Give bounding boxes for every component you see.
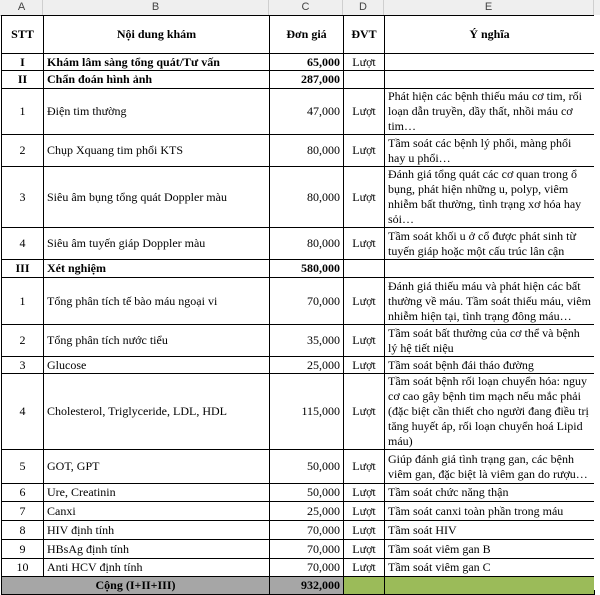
table-row <box>2 357 595 374</box>
cell-stt[interactable]: 7 <box>2 502 44 521</box>
cell-unit[interactable]: Lượt <box>344 540 385 559</box>
cell-price[interactable]: 115,000 <box>270 374 344 450</box>
cell-unit[interactable]: Lượt <box>344 325 385 357</box>
cell-content[interactable]: Tổng phân tích nước tiểu <box>44 325 270 357</box>
cell-price[interactable]: 287,000 <box>270 71 344 89</box>
cell-meaning[interactable]: Tầm soát các bệnh lý phổi, màng phổi hay u phổi… <box>385 135 595 167</box>
cell-stt[interactable]: 3 <box>2 167 44 228</box>
table-row <box>2 450 595 484</box>
price-table <box>1 15 595 595</box>
cell-meaning[interactable]: Đánh giá thiếu máu và phát hiện các bất thường về máu. Tầm soát thiếu máu, viêm nhiễm hiện tại, tình trạng đông máu… <box>385 278 595 325</box>
cell-meaning[interactable]: Tầm soát HIV <box>385 521 595 540</box>
cell-meaning[interactable]: Tầm soát viêm gan C <box>385 559 595 577</box>
cell-price[interactable]: 35,000 <box>270 325 344 357</box>
cell-stt[interactable]: 10 <box>2 559 44 577</box>
cell-content[interactable]: Glucose <box>44 357 270 374</box>
cell-content[interactable]: HIV định tính <box>44 521 270 540</box>
sheet-right-margin <box>594 15 600 590</box>
column-header-d[interactable]: D <box>343 0 384 15</box>
cell-content[interactable]: Canxi <box>44 502 270 521</box>
cell-price[interactable]: 70,000 <box>270 521 344 540</box>
cell-content[interactable]: Ure, Creatinin <box>44 484 270 502</box>
cell-stt[interactable]: 1 <box>2 89 44 135</box>
cell-content[interactable]: GOT, GPT <box>44 450 270 484</box>
table-row <box>2 135 595 167</box>
total-meaning-cell[interactable] <box>385 577 595 595</box>
cell-meaning[interactable]: Tầm soát canxi toàn phần trong máu <box>385 502 595 521</box>
table-row <box>2 54 595 71</box>
table-row <box>2 260 595 278</box>
cell-stt[interactable]: 4 <box>2 374 44 450</box>
cell-meaning[interactable] <box>385 260 595 278</box>
column-header-b[interactable]: B <box>43 0 269 15</box>
cell-meaning[interactable]: Tầm soát bất thường của cơ thể và bệnh lý hệ tiết niệu <box>385 325 595 357</box>
cell-meaning[interactable]: Tầm soát chức năng thận <box>385 484 595 502</box>
cell-content[interactable]: Điện tim thường <box>44 89 270 135</box>
cell-stt[interactable]: 2 <box>2 325 44 357</box>
table-row <box>2 502 595 521</box>
cell-stt[interactable]: 3 <box>2 357 44 374</box>
cell-price[interactable]: 50,000 <box>270 484 344 502</box>
cell-price[interactable]: 80,000 <box>270 135 344 167</box>
cell-price[interactable]: 70,000 <box>270 540 344 559</box>
header-unit[interactable]: ĐVT <box>344 16 385 54</box>
table-row <box>2 228 595 260</box>
cell-price[interactable]: 70,000 <box>270 278 344 325</box>
cell-content[interactable]: Siêu âm bụng tổng quát Doppler màu <box>44 167 270 228</box>
cell-price[interactable]: 65,000 <box>270 54 344 71</box>
cell-price[interactable]: 70,000 <box>270 559 344 577</box>
cell-content[interactable]: Anti HCV định tính <box>44 559 270 577</box>
cell-unit[interactable]: Lượt <box>344 54 385 71</box>
total-row <box>2 577 595 595</box>
cell-stt[interactable]: 4 <box>2 228 44 260</box>
cell-stt[interactable]: I <box>2 54 44 71</box>
cell-meaning[interactable] <box>385 71 595 89</box>
table-row <box>2 89 595 135</box>
cell-unit[interactable]: Lượt <box>344 521 385 540</box>
table-row <box>2 374 595 450</box>
cell-meaning[interactable]: Tầm soát viêm gan B <box>385 540 595 559</box>
header-stt[interactable]: STT <box>2 16 44 54</box>
column-header-a[interactable]: A <box>1 0 43 15</box>
cell-price[interactable]: 580,000 <box>270 260 344 278</box>
cell-stt[interactable]: 2 <box>2 135 44 167</box>
column-header-c[interactable]: C <box>269 0 343 15</box>
cell-price[interactable]: 50,000 <box>270 450 344 484</box>
table-row <box>2 71 595 89</box>
cell-content[interactable]: Chụp Xquang tim phổi KTS <box>44 135 270 167</box>
cell-unit[interactable] <box>344 260 385 278</box>
cell-stt[interactable]: 1 <box>2 278 44 325</box>
header-row <box>2 16 595 54</box>
cell-unit[interactable]: Lượt <box>344 357 385 374</box>
total-unit-cell[interactable] <box>344 577 385 595</box>
cell-meaning[interactable]: Giúp đánh giá tình trạng gan, các bệnh viêm gan, đặc biệt là viêm gan do rượu… <box>385 450 595 484</box>
total-label[interactable]: Cộng (I+II+III) <box>2 577 270 595</box>
cell-meaning[interactable]: Tầm soát bệnh đái tháo đường <box>385 357 595 374</box>
cell-stt[interactable]: 5 <box>2 450 44 484</box>
cell-unit[interactable]: Lượt <box>344 484 385 502</box>
cell-unit[interactable]: Lượt <box>344 228 385 260</box>
cell-stt[interactable]: 6 <box>2 484 44 502</box>
cell-unit[interactable]: Lượt <box>344 450 385 484</box>
column-header-e[interactable]: E <box>384 0 594 15</box>
cell-content[interactable]: Cholesterol, Triglyceride, LDL, HDL <box>44 374 270 450</box>
cell-unit[interactable]: Lượt <box>344 502 385 521</box>
cell-meaning[interactable]: Tầm soát bệnh rối loạn chuyển hóa: nguy cơ cao gây bệnh tim mạch nếu mắc phải (đặc biệt cần thiết cho người đang điều trị tăng huyết áp, rối loạn chuyển hoá Lipid máu) <box>385 374 595 450</box>
cell-price[interactable]: 47,000 <box>270 89 344 135</box>
table-row <box>2 278 595 325</box>
header-meaning[interactable]: Ý nghĩa <box>385 16 595 54</box>
table-row <box>2 484 595 502</box>
header-content[interactable]: Nội dung khám <box>44 16 270 54</box>
cell-unit[interactable]: Lượt <box>344 135 385 167</box>
cell-content[interactable]: Khám lâm sàng tổng quát/Tư vấn <box>44 54 270 71</box>
cell-stt[interactable]: III <box>2 260 44 278</box>
cell-meaning[interactable]: Đánh giá tổng quát các cơ quan trong ổ bụng, phát hiện những u, polyp, viêm nhiễm bất thường, tình trạng xơ hóa hay sỏi… <box>385 167 595 228</box>
cell-meaning[interactable]: Tầm soát khối u ở cổ được phát sinh từ tuyến giáp hoặc một cấu trúc lân cận <box>385 228 595 260</box>
cell-content[interactable]: HBsAg định tính <box>44 540 270 559</box>
cell-meaning[interactable] <box>385 54 595 71</box>
column-header-bar <box>0 0 600 16</box>
cell-unit[interactable]: Lượt <box>344 89 385 135</box>
cell-unit[interactable]: Lượt <box>344 167 385 228</box>
cell-stt[interactable]: 8 <box>2 521 44 540</box>
cell-stt[interactable]: II <box>2 71 44 89</box>
cell-unit[interactable]: Lượt <box>344 559 385 577</box>
cell-content[interactable]: Tổng phân tích tế bào máu ngoại vi <box>44 278 270 325</box>
cell-meaning[interactable]: Phát hiện các bệnh thiếu máu cơ tim, rối loạn dẫn truyền, dầy thất, nhồi máu cơ tim… <box>385 89 595 135</box>
cell-price[interactable]: 25,000 <box>270 357 344 374</box>
table-row <box>2 167 595 228</box>
cell-stt[interactable]: 9 <box>2 540 44 559</box>
table-row <box>2 540 595 559</box>
cell-price[interactable]: 25,000 <box>270 502 344 521</box>
cell-content[interactable]: Chẩn đoán hình ảnh <box>44 71 270 89</box>
cell-content[interactable]: Xét nghiệm <box>44 260 270 278</box>
total-price[interactable]: 932,000 <box>270 577 344 595</box>
cell-price[interactable]: 80,000 <box>270 167 344 228</box>
table-row <box>2 325 595 357</box>
cell-price[interactable]: 80,000 <box>270 228 344 260</box>
cell-unit[interactable]: Lượt <box>344 278 385 325</box>
table-row <box>2 559 595 577</box>
cell-unit[interactable] <box>344 71 385 89</box>
cell-content[interactable]: Siêu âm tuyến giáp Doppler màu <box>44 228 270 260</box>
cell-unit[interactable]: Lượt <box>344 374 385 450</box>
header-price[interactable]: Đơn giá <box>270 16 344 54</box>
table-row <box>2 521 595 540</box>
